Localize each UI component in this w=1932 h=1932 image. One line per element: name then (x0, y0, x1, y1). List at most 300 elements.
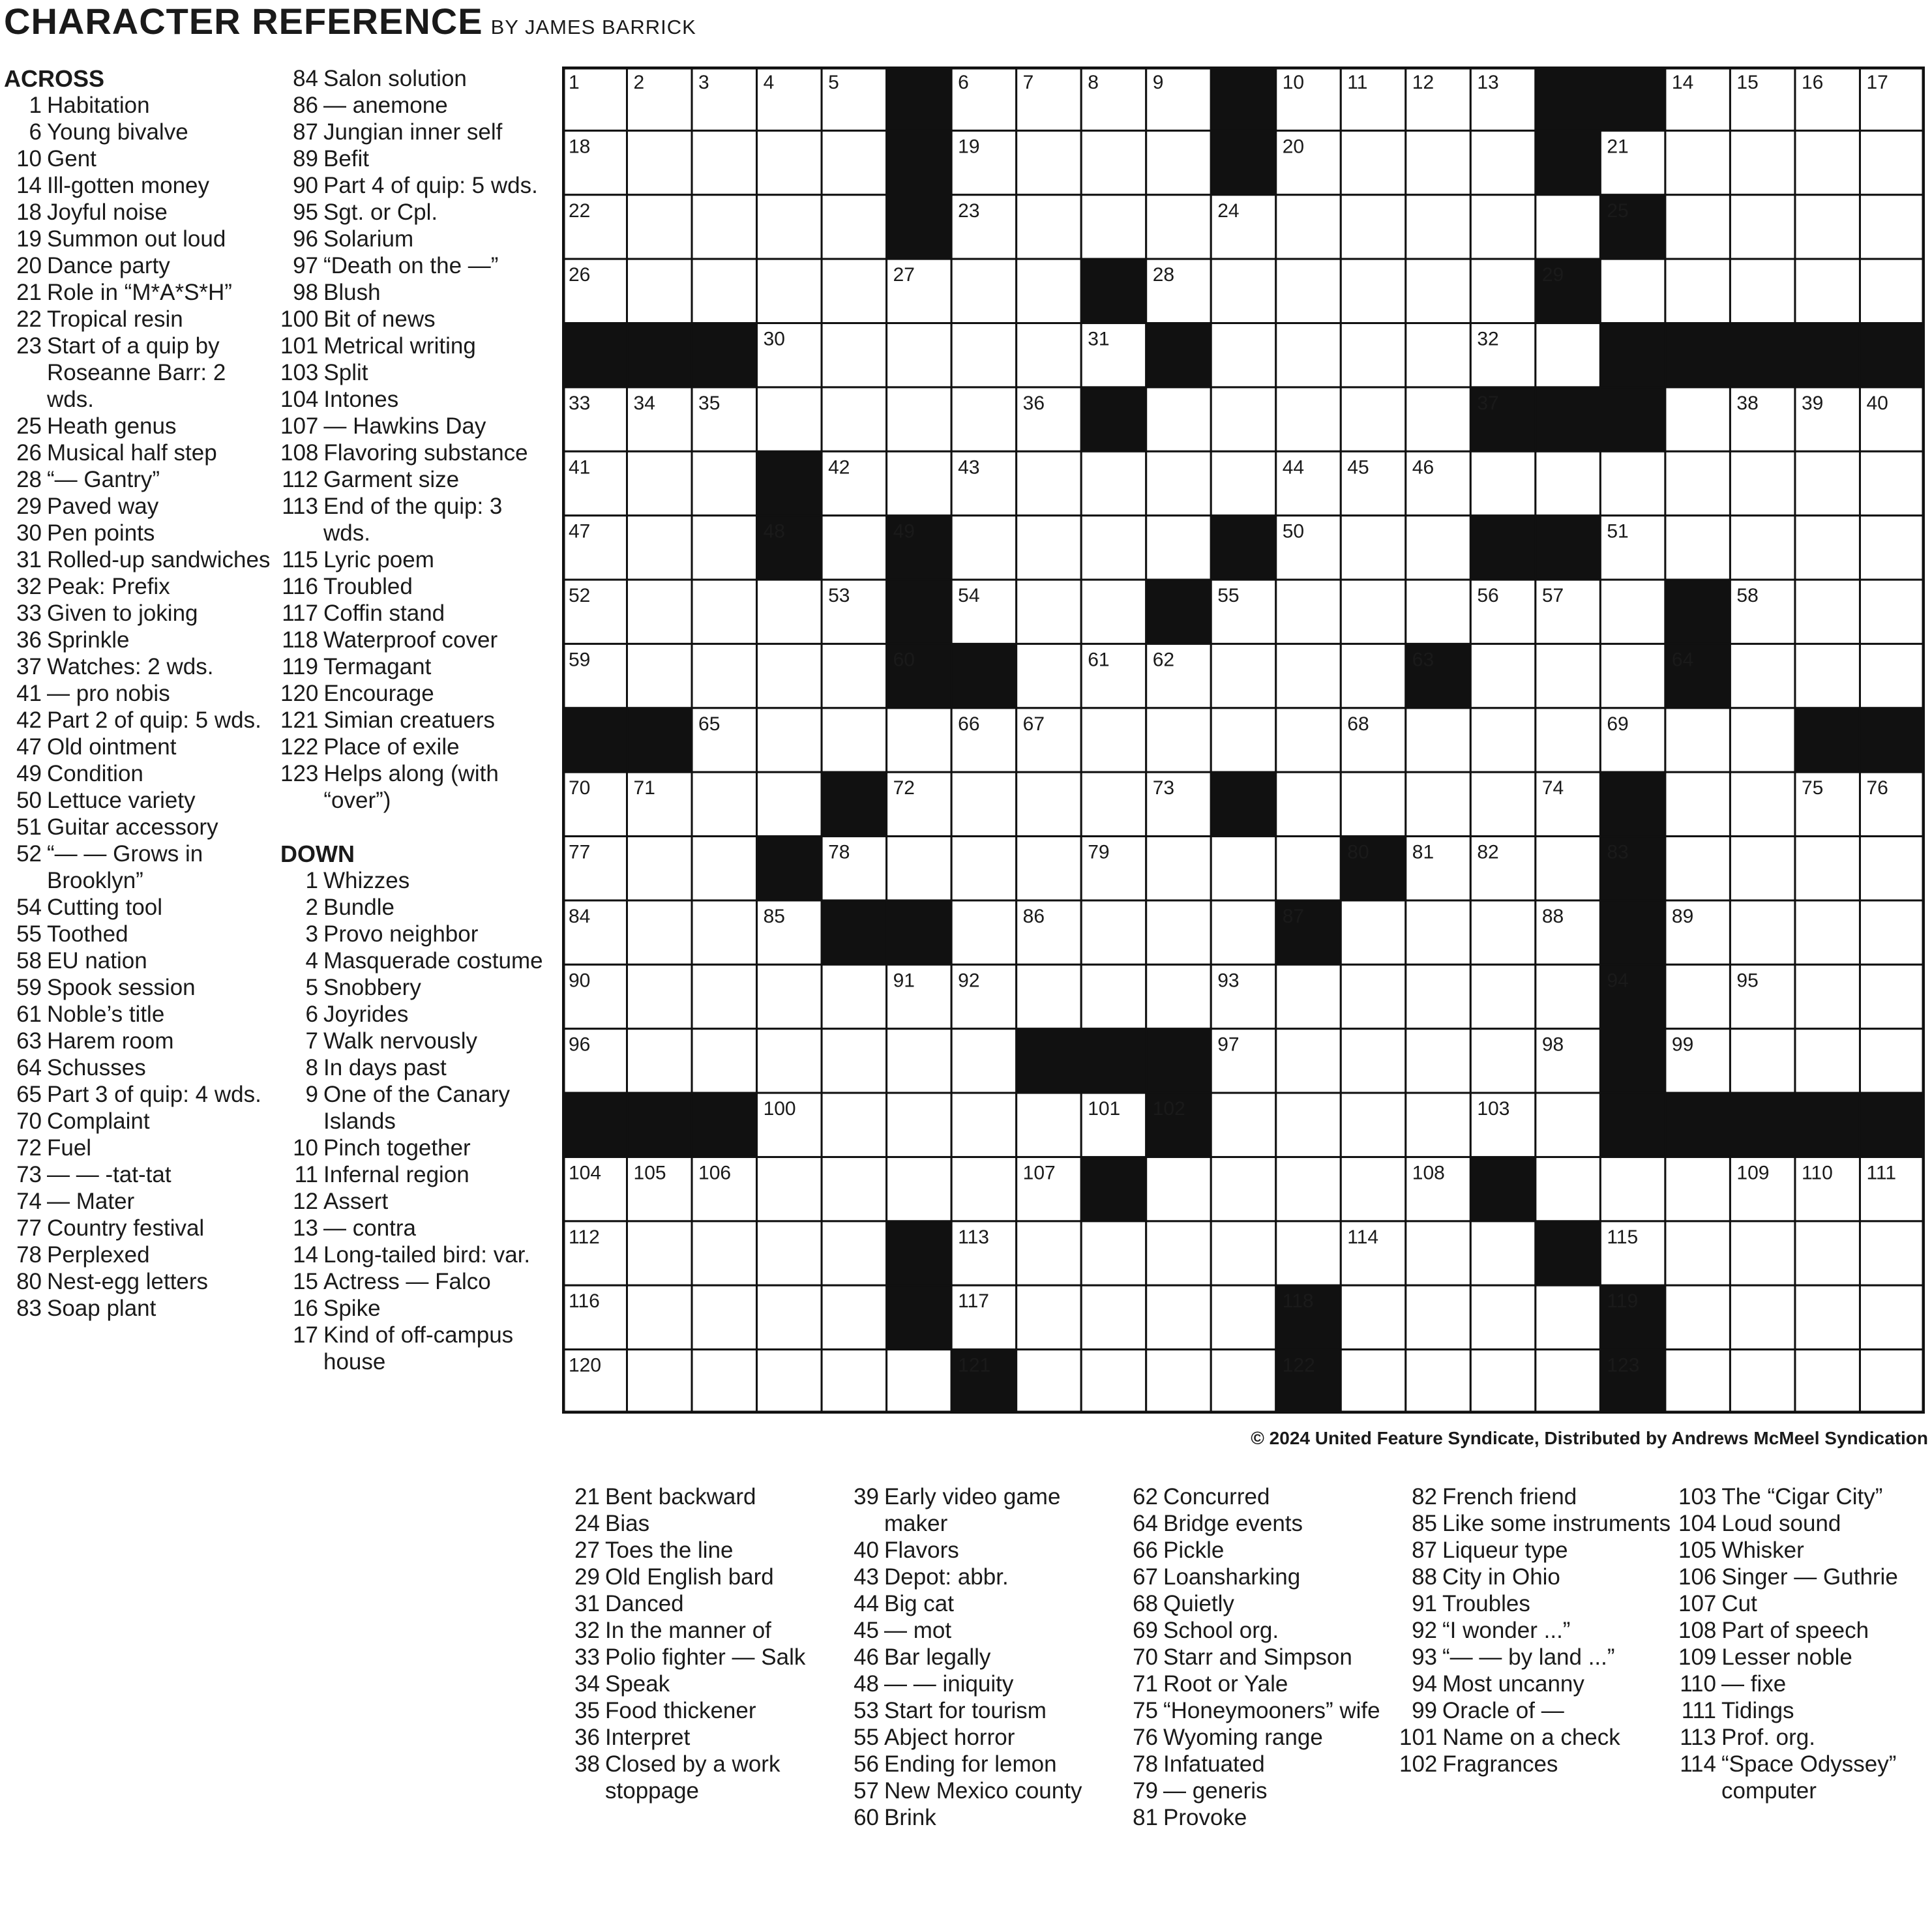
grid-cell[interactable] (1341, 900, 1406, 964)
grid-cell[interactable] (1146, 1221, 1211, 1285)
grid-cell[interactable] (1795, 1285, 1860, 1349)
grid-cell[interactable] (887, 387, 952, 451)
grid-cell[interactable] (1146, 900, 1211, 964)
grid-block (1665, 1093, 1731, 1157)
grid-cell[interactable] (1665, 195, 1731, 259)
grid-cell[interactable] (1146, 387, 1211, 451)
grid-cell[interactable] (1081, 451, 1146, 515)
grid-cell[interactable] (757, 387, 822, 451)
clue-number: 59 (16, 975, 42, 1000)
grid-cell[interactable] (1665, 772, 1731, 836)
grid-cell[interactable] (1860, 580, 1925, 644)
grid-cell[interactable] (692, 580, 757, 644)
grid-cell[interactable] (627, 644, 692, 707)
clue-item (280, 145, 548, 172)
grid-cell[interactable] (1211, 708, 1276, 772)
grid-cell[interactable] (1406, 708, 1471, 772)
grid-cell[interactable] (627, 900, 692, 964)
grid-cell[interactable] (627, 195, 692, 259)
grid-cell[interactable] (1536, 708, 1601, 772)
grid-cell[interactable] (822, 1157, 887, 1221)
grid-cell[interactable] (1081, 130, 1146, 194)
grid-cell[interactable] (1795, 451, 1860, 515)
grid-cell[interactable] (627, 1029, 692, 1093)
grid-cell[interactable] (1211, 1221, 1276, 1285)
grid-cell[interactable] (1730, 130, 1795, 194)
grid-cell[interactable] (1730, 1029, 1795, 1093)
grid-cell[interactable] (627, 1350, 692, 1414)
grid-cell[interactable] (1536, 644, 1601, 707)
grid-cell[interactable] (1406, 1093, 1471, 1157)
grid-cell[interactable] (1665, 130, 1731, 194)
grid-cell[interactable] (627, 259, 692, 323)
grid-cell[interactable] (1146, 451, 1211, 515)
grid-cell[interactable] (1860, 516, 1925, 580)
clue-number: 17 (293, 1322, 318, 1348)
grid-cell[interactable] (1665, 964, 1731, 1028)
clue-text: Spook session (47, 975, 196, 1000)
grid-cell[interactable] (1211, 323, 1276, 387)
grid-cell[interactable] (822, 323, 887, 387)
grid-cell[interactable] (757, 644, 822, 707)
grid-cell[interactable] (1017, 837, 1082, 900)
grid-cell[interactable] (1276, 772, 1341, 836)
grid-cell[interactable] (1017, 772, 1082, 836)
clue-text: Bias (605, 1511, 650, 1536)
clue-item (562, 1697, 836, 1724)
grid-cell[interactable] (887, 837, 952, 900)
grid-cell[interactable] (1146, 195, 1211, 259)
cell-number: 116 (569, 1290, 600, 1313)
grid-cell[interactable] (692, 259, 757, 323)
grid-cell[interactable] (1536, 1285, 1601, 1349)
grid-cell[interactable] (887, 1093, 952, 1157)
grid-cell[interactable] (1406, 900, 1471, 964)
grid-cell[interactable] (1665, 1350, 1731, 1414)
grid-cell[interactable] (1730, 1221, 1795, 1285)
grid-cell[interactable] (1795, 964, 1860, 1028)
grid-cell[interactable] (1536, 837, 1601, 900)
grid-cell[interactable] (1795, 259, 1860, 323)
grid-cell[interactable] (1341, 772, 1406, 836)
grid-cell[interactable] (757, 130, 822, 194)
grid-cell[interactable] (627, 451, 692, 515)
grid-cell[interactable] (1470, 644, 1536, 707)
grid-cell[interactable] (757, 1157, 822, 1221)
grid-cell[interactable] (1795, 195, 1860, 259)
grid-cell[interactable] (1081, 1350, 1146, 1414)
grid-cell[interactable] (692, 772, 757, 836)
grid-cell[interactable] (1341, 195, 1406, 259)
grid-cell[interactable] (1017, 195, 1082, 259)
grid-cell[interactable] (757, 259, 822, 323)
grid-cell[interactable] (1081, 516, 1146, 580)
clue-item (841, 1617, 1115, 1644)
grid-cell[interactable] (1146, 708, 1211, 772)
grid-cell[interactable] (757, 1029, 822, 1093)
grid-cell[interactable] (757, 1350, 822, 1414)
grid-cell[interactable] (692, 1221, 757, 1285)
grid-cell[interactable] (1600, 1157, 1665, 1221)
grid-cell[interactable] (1470, 708, 1536, 772)
grid-cell[interactable] (1341, 387, 1406, 451)
crossword-grid-svg[interactable] (562, 67, 1925, 1414)
grid-cell[interactable] (1600, 451, 1665, 515)
grid-cell[interactable] (1276, 1029, 1341, 1093)
grid-cell[interactable] (887, 323, 952, 387)
grid-cell[interactable] (1017, 580, 1082, 644)
grid-cell[interactable] (822, 1093, 887, 1157)
grid-cell[interactable] (1406, 1221, 1471, 1285)
grid-cell[interactable] (951, 387, 1017, 451)
grid-cell[interactable] (1276, 259, 1341, 323)
grid-cell[interactable] (1276, 708, 1341, 772)
grid-cell[interactable] (1795, 837, 1860, 900)
grid-cell[interactable] (1470, 1350, 1536, 1414)
grid-cell[interactable] (951, 900, 1017, 964)
grid-cell[interactable] (692, 451, 757, 515)
cell-number: 68 (1347, 713, 1369, 735)
grid-cell[interactable] (757, 580, 822, 644)
grid-cell[interactable] (951, 516, 1017, 580)
grid-cell[interactable] (1276, 1093, 1341, 1157)
grid-cell[interactable] (1665, 1221, 1731, 1285)
grid-cell[interactable] (887, 1157, 952, 1221)
grid-cell[interactable] (1341, 1350, 1406, 1414)
grid-cell[interactable] (1211, 1093, 1276, 1157)
grid-cell[interactable] (1600, 259, 1665, 323)
grid-cell[interactable] (1406, 1285, 1471, 1349)
cell-number: 97 (1217, 1033, 1240, 1056)
grid-cell[interactable] (1860, 964, 1925, 1028)
grid-cell[interactable] (887, 708, 952, 772)
grid-cell[interactable] (1406, 195, 1471, 259)
grid-cell[interactable] (1017, 451, 1082, 515)
grid-cell[interactable] (692, 1350, 757, 1414)
grid-cell[interactable] (1341, 130, 1406, 194)
grid-cell[interactable] (1081, 1285, 1146, 1349)
grid-cell[interactable] (1730, 516, 1795, 580)
grid-cell[interactable] (1276, 1157, 1341, 1221)
grid-cell[interactable] (1276, 1221, 1341, 1285)
grid-cell[interactable] (1730, 900, 1795, 964)
grid-cell[interactable] (1211, 644, 1276, 707)
grid-cell[interactable] (1406, 964, 1471, 1028)
grid-cell[interactable] (1017, 644, 1082, 707)
grid-cell[interactable] (1795, 130, 1860, 194)
grid-cell[interactable] (951, 323, 1017, 387)
clue-number: 37 (16, 654, 42, 679)
grid-cell[interactable] (692, 1029, 757, 1093)
grid-cell[interactable] (1081, 1221, 1146, 1285)
grid-cell[interactable] (1795, 580, 1860, 644)
grid-cell[interactable] (1017, 323, 1082, 387)
grid-cell[interactable] (1730, 195, 1795, 259)
grid-cell[interactable] (1795, 1221, 1860, 1285)
grid-cell[interactable] (1470, 130, 1536, 194)
grid-cell[interactable] (1860, 259, 1925, 323)
clue-item (4, 413, 278, 439)
grid-cell[interactable] (692, 837, 757, 900)
clue-text: French friend (1442, 1484, 1577, 1509)
cell-number: 102 (1152, 1098, 1185, 1120)
grid-cell[interactable] (822, 130, 887, 194)
clue-item (280, 680, 548, 707)
grid-cell[interactable] (1341, 259, 1406, 323)
grid-cell[interactable] (1665, 837, 1731, 900)
grid-cell[interactable] (1017, 1285, 1082, 1349)
grid-cell[interactable] (1665, 1157, 1731, 1221)
grid-cell[interactable] (1276, 837, 1341, 900)
grid-cell[interactable] (1860, 1350, 1925, 1414)
grid-cell[interactable] (1341, 1157, 1406, 1221)
grid-cell[interactable] (1017, 259, 1082, 323)
grid-cell[interactable] (1470, 772, 1536, 836)
grid-cell[interactable] (1146, 130, 1211, 194)
grid-cell[interactable] (1276, 387, 1341, 451)
grid-cell[interactable] (1017, 964, 1082, 1028)
grid-cell[interactable] (1406, 323, 1471, 387)
grid-cell[interactable] (951, 259, 1017, 323)
grid-cell[interactable] (1665, 708, 1731, 772)
grid-cell[interactable] (1211, 259, 1276, 323)
grid-cell[interactable] (1406, 259, 1471, 323)
grid-cell[interactable] (1341, 1093, 1406, 1157)
grid-cell[interactable] (1860, 644, 1925, 707)
grid-cell[interactable] (627, 580, 692, 644)
grid-cell[interactable] (822, 644, 887, 707)
clue-text: Jungian inner self (323, 119, 503, 145)
grid-cell[interactable] (1406, 580, 1471, 644)
grid-cell[interactable] (1860, 837, 1925, 900)
clue-number: 97 (293, 253, 318, 278)
grid-cell[interactable] (1665, 1285, 1731, 1349)
grid-cell[interactable] (1406, 772, 1471, 836)
grid-cell[interactable] (1146, 964, 1211, 1028)
grid-cell[interactable] (1276, 644, 1341, 707)
grid-cell[interactable] (1665, 259, 1731, 323)
grid-cell[interactable] (951, 1029, 1017, 1093)
grid-cell[interactable] (1081, 708, 1146, 772)
grid-cell[interactable] (1017, 130, 1082, 194)
grid-cell[interactable] (1665, 387, 1731, 451)
grid-cell[interactable] (951, 1157, 1017, 1221)
grid-cell[interactable] (822, 516, 887, 580)
grid-cell[interactable] (1795, 516, 1860, 580)
clue-text: “Death on the —” (323, 253, 499, 278)
grid-cell[interactable] (822, 259, 887, 323)
grid-cell[interactable] (1341, 580, 1406, 644)
grid-cell[interactable] (1795, 900, 1860, 964)
grid-cell[interactable] (1211, 451, 1276, 515)
grid-cell[interactable] (1211, 387, 1276, 451)
grid-cell[interactable] (1860, 900, 1925, 964)
grid-cell[interactable] (1600, 580, 1665, 644)
grid-cell[interactable] (951, 1093, 1017, 1157)
grid-cell[interactable] (1795, 644, 1860, 707)
grid-cell[interactable] (1470, 259, 1536, 323)
grid-cell[interactable] (887, 451, 952, 515)
grid-cell[interactable] (1146, 1157, 1211, 1221)
grid-cell[interactable] (887, 1029, 952, 1093)
clue-item (280, 359, 548, 386)
grid-cell[interactable] (1470, 1221, 1536, 1285)
grid-cell[interactable] (1146, 516, 1211, 580)
cell-number: 118 (1282, 1290, 1314, 1313)
grid-cell[interactable] (1860, 451, 1925, 515)
grid-cell[interactable] (1730, 837, 1795, 900)
grid-cell[interactable] (1730, 708, 1795, 772)
cell-number: 42 (828, 456, 850, 479)
grid-cell[interactable] (1406, 387, 1471, 451)
grid-cell[interactable] (757, 772, 822, 836)
grid-cell[interactable] (627, 1221, 692, 1285)
grid-cell[interactable] (1081, 580, 1146, 644)
grid-cell[interactable] (1146, 1285, 1211, 1349)
grid-cell[interactable] (1276, 964, 1341, 1028)
grid-cell[interactable] (1211, 900, 1276, 964)
grid-cell[interactable] (1341, 1285, 1406, 1349)
clue-number: 78 (16, 1242, 42, 1268)
grid-cell[interactable] (627, 837, 692, 900)
grid-cell[interactable] (1470, 900, 1536, 964)
grid-cell[interactable] (1470, 451, 1536, 515)
grid-cell[interactable] (1860, 195, 1925, 259)
grid-cell[interactable] (1406, 1029, 1471, 1093)
clue-number: 10 (16, 146, 42, 171)
grid-cell[interactable] (1536, 1093, 1601, 1157)
grid-cell[interactable] (822, 1285, 887, 1349)
grid-cell[interactable] (1730, 1350, 1795, 1414)
clue-number: 119 (282, 654, 318, 679)
grid-cell[interactable] (1276, 195, 1341, 259)
grid-cell[interactable] (1730, 1285, 1795, 1349)
grid-cell[interactable] (692, 1285, 757, 1349)
grid-cell[interactable] (1017, 1093, 1082, 1157)
grid-cell[interactable] (1860, 1221, 1925, 1285)
grid-cell[interactable] (887, 1350, 952, 1414)
grid-cell[interactable] (1470, 964, 1536, 1028)
grid-cell[interactable] (1536, 1350, 1601, 1414)
grid-cell[interactable] (1860, 130, 1925, 194)
clue-number: 22 (16, 306, 42, 332)
grid-cell[interactable] (757, 1285, 822, 1349)
clue-number: 28 (16, 467, 42, 492)
grid-cell[interactable] (692, 644, 757, 707)
grid-cell[interactable] (1406, 516, 1471, 580)
crossword-grid[interactable] (562, 67, 1925, 1414)
grid-cell[interactable] (1341, 323, 1406, 387)
grid-cell[interactable] (1341, 1029, 1406, 1093)
cell-number: 31 (1088, 328, 1110, 350)
puzzle-title: CHARACTER REFERENCE (4, 1, 483, 42)
grid-cell[interactable] (822, 964, 887, 1028)
grid-cell[interactable] (1470, 195, 1536, 259)
grid-cell[interactable] (1211, 1285, 1276, 1349)
grid-cell[interactable] (692, 900, 757, 964)
grid-cell[interactable] (822, 708, 887, 772)
grid-cell[interactable] (1665, 516, 1731, 580)
grid-cell[interactable] (1211, 1350, 1276, 1414)
grid-cell[interactable] (627, 964, 692, 1028)
grid-cell[interactable] (1276, 580, 1341, 644)
grid-cell[interactable] (757, 195, 822, 259)
grid-cell[interactable] (1730, 772, 1795, 836)
grid-cell[interactable] (1730, 644, 1795, 707)
grid-cell[interactable] (951, 772, 1017, 836)
grid-cell[interactable] (1795, 1029, 1860, 1093)
grid-cell[interactable] (757, 964, 822, 1028)
grid-cell[interactable] (1470, 1285, 1536, 1349)
grid-cell[interactable] (1341, 964, 1406, 1028)
clue-number: 112 (282, 467, 318, 492)
grid-cell[interactable] (1730, 451, 1795, 515)
grid-cell[interactable] (1860, 1029, 1925, 1093)
clue-item (1120, 1617, 1394, 1644)
grid-cell[interactable] (757, 708, 822, 772)
grid-cell[interactable] (822, 1029, 887, 1093)
grid-cell[interactable] (1146, 837, 1211, 900)
grid-cell[interactable] (692, 130, 757, 194)
grid-cell[interactable] (1536, 451, 1601, 515)
grid-cell[interactable] (1536, 1157, 1601, 1221)
grid-cell[interactable] (1081, 772, 1146, 836)
clue-text: Garment size (323, 467, 460, 492)
grid-cell[interactable] (692, 964, 757, 1028)
grid-cell[interactable] (1341, 644, 1406, 707)
grid-cell[interactable] (627, 1285, 692, 1349)
grid-cell[interactable] (1860, 1285, 1925, 1349)
grid-cell[interactable] (951, 837, 1017, 900)
clue-number: 69 (1133, 1618, 1158, 1643)
grid-cell[interactable] (1665, 451, 1731, 515)
grid-cell[interactable] (757, 1221, 822, 1285)
clue-item (280, 1241, 548, 1268)
grid-cell[interactable] (822, 195, 887, 259)
grid-cell[interactable] (1211, 1157, 1276, 1221)
grid-cell[interactable] (1211, 837, 1276, 900)
grid-cell[interactable] (1536, 964, 1601, 1028)
grid-cell[interactable] (1081, 964, 1146, 1028)
cell-number: 28 (1152, 264, 1175, 286)
grid-cell[interactable] (692, 195, 757, 259)
grid-cell[interactable] (822, 387, 887, 451)
grid-cell[interactable] (1795, 1350, 1860, 1414)
grid-cell[interactable] (1600, 644, 1665, 707)
grid-cell[interactable] (1730, 259, 1795, 323)
grid-cell[interactable] (1276, 323, 1341, 387)
clue-item (1399, 1483, 1673, 1510)
clue-number: 11 (294, 1162, 318, 1187)
grid-cell[interactable] (1406, 130, 1471, 194)
grid-cell[interactable] (1081, 900, 1146, 964)
grid-cell[interactable] (1341, 516, 1406, 580)
grid-cell[interactable] (1406, 1350, 1471, 1414)
grid-cell[interactable] (692, 516, 757, 580)
grid-cell[interactable] (1536, 323, 1601, 387)
grid-cell[interactable] (1146, 1350, 1211, 1414)
grid-cell[interactable] (822, 1221, 887, 1285)
grid-cell[interactable] (627, 130, 692, 194)
grid-cell[interactable] (627, 516, 692, 580)
grid-cell[interactable] (1017, 516, 1082, 580)
grid-cell[interactable] (1017, 1350, 1082, 1414)
grid-cell[interactable] (1017, 1221, 1082, 1285)
grid-cell[interactable] (1470, 1029, 1536, 1093)
grid-cell[interactable] (1536, 195, 1601, 259)
grid-cell[interactable] (822, 1350, 887, 1414)
grid-cell[interactable] (1081, 195, 1146, 259)
